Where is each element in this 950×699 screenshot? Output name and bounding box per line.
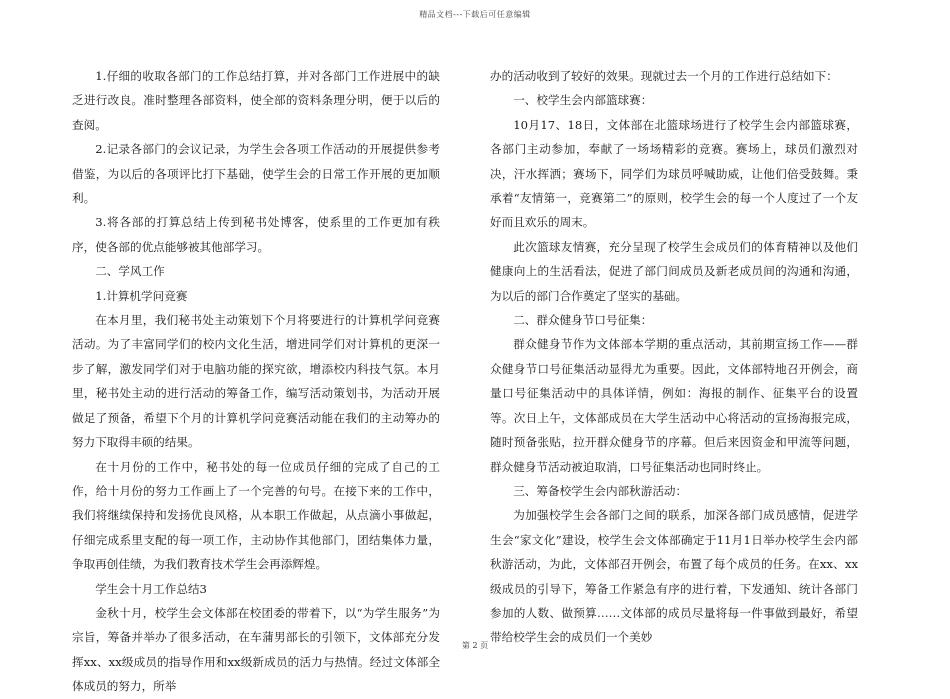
paragraph: 为加强校学生会各部门之间的联系，加深各部门成员感情，促进学生会“家文化”建设，校学生会文体部确定于11月1日举办校学生会内部秋游活动，为此，文体部召开例会，布置了每个成员的任务。在xx、xx级成员的引导下，筹备工作紧急有序的进行着，下发通知、统计各部门参加的人数、做预算……文体部的成员尽量将每一件事做到最好，希望带给校学生会的成员们一个美妙	[490, 508, 858, 645]
paragraph: 金秋十月，校学生会文体部在校团委的带着下，以“为学生服务”为宗旨，筹备并举办了很多活动，在车蒲男部长的引领下，文体部充分发挥xx、xx级成员的指导作用和xx级新成员的活力与热情。经过文体部全体成员的努力，所举	[72, 605, 440, 694]
paragraph: 此次篮球友情赛，充分呈现了校学生会成员们的体育精神以及他们健康向上的生活看法，促进了部门间成员及新老成员间的沟通和沟通，为以后的部门合作奠定了坚实的基础。	[490, 239, 858, 303]
section-heading: 三、筹备校学生会内部秋游活动：	[513, 483, 688, 498]
section-heading: 二、学风工作	[95, 264, 165, 279]
paragraph: 10月17、18日，文体部在北篮球场进行了校学生会内部篮球赛，各部门主动参加，奉献了一场场精彩的竞赛。赛场上，球员们激烈对决，汗水挥洒；赛场下，同学们为球员呼喊助威，让他们倍受鼓舞。秉承着“友情第一，竞赛第二”的原则，校学生会的每一个人度过了一个友好而且欢乐的周末。	[490, 117, 858, 230]
left-column	[72, 64, 440, 699]
page-number: 第 2 页	[461, 641, 489, 650]
subsection-heading: 1.计算机学问竞赛	[95, 288, 188, 303]
paragraph: 在本月里，我们秘书处主动策划下个月将要进行的计算机学问竞赛活动。为了丰富同学们的校内文化生活，增进同学们对计算机的更深一步了解，激发同学们对于电脑功能的探究欲，增添校内科技气氛。本月里，秘书处主动的进行活动的筹备工作，编写活动策划书，为活动开展做足了预备，希望下个月的计算机学问竞赛活动能在我们的主动筹办的努力下取得丰硕的结果。	[72, 313, 440, 450]
paragraph: 在十月份的工作中，秘书处的每一位成员仔细的完成了自己的工作，给十月份的努力工作画上了一个完善的句号。在接下来的工作中，我们将继续保持和发扬优良风格，从本职工作做起，从点滴小事做起，仔细完成系里支配的每一项工作，主动协作其他部门，团结集体力量，争取再创佳绩，为我们教育技术学生会再添辉煌。	[72, 459, 440, 572]
section-heading: 一、校学生会内部篮球赛：	[513, 93, 653, 108]
paragraph: 3.将各部的打算总结上传到秘书处博客，使系里的工作更加有秩序，使各部的优点能够被其他部学习。	[72, 215, 440, 254]
paragraph: 群众健身节作为文体部本学期的重点活动，其前期宣扬工作——群众健身节口号征集活动显得尤为重要。因此，文体部特地召开例会，商量口号征集活动中的具体详情，例如：海报的制作、征集平台的设置等。次日上午，文体部成员在大学生活动中心将活动的宣扬海报完成，随时预备张贴，拉开群众健身节的序幕。但后来因资金和甲流等问题，群众健身节活动被迫取消，口号征集活动也同时终止。	[490, 337, 858, 474]
section-heading: 二、群众健身节口号征集：	[513, 313, 653, 328]
page-header: 精品文档---下载后可任意编辑	[419, 10, 531, 19]
paragraph-continuation: 办的活动收到了较好的效果。现就过去一个月的工作进行总结如下：	[490, 69, 838, 83]
paragraph: 2.记录各部门的会议记录，为学生会各项工作活动的开展提供参考借鉴，为以后的各项评比打下基础，使学生会的日常工作开展的更加顺利。	[72, 142, 440, 206]
paragraph: 1.仔细的收取各部门的工作总结打算，并对各部门工作进展中的缺乏进行改良。准时整理各部资料，使全部的资料条理分明，便于以后的查阅。	[72, 69, 440, 132]
right-column	[490, 64, 858, 650]
document-title: 学生会十月工作总结3	[95, 581, 207, 596]
